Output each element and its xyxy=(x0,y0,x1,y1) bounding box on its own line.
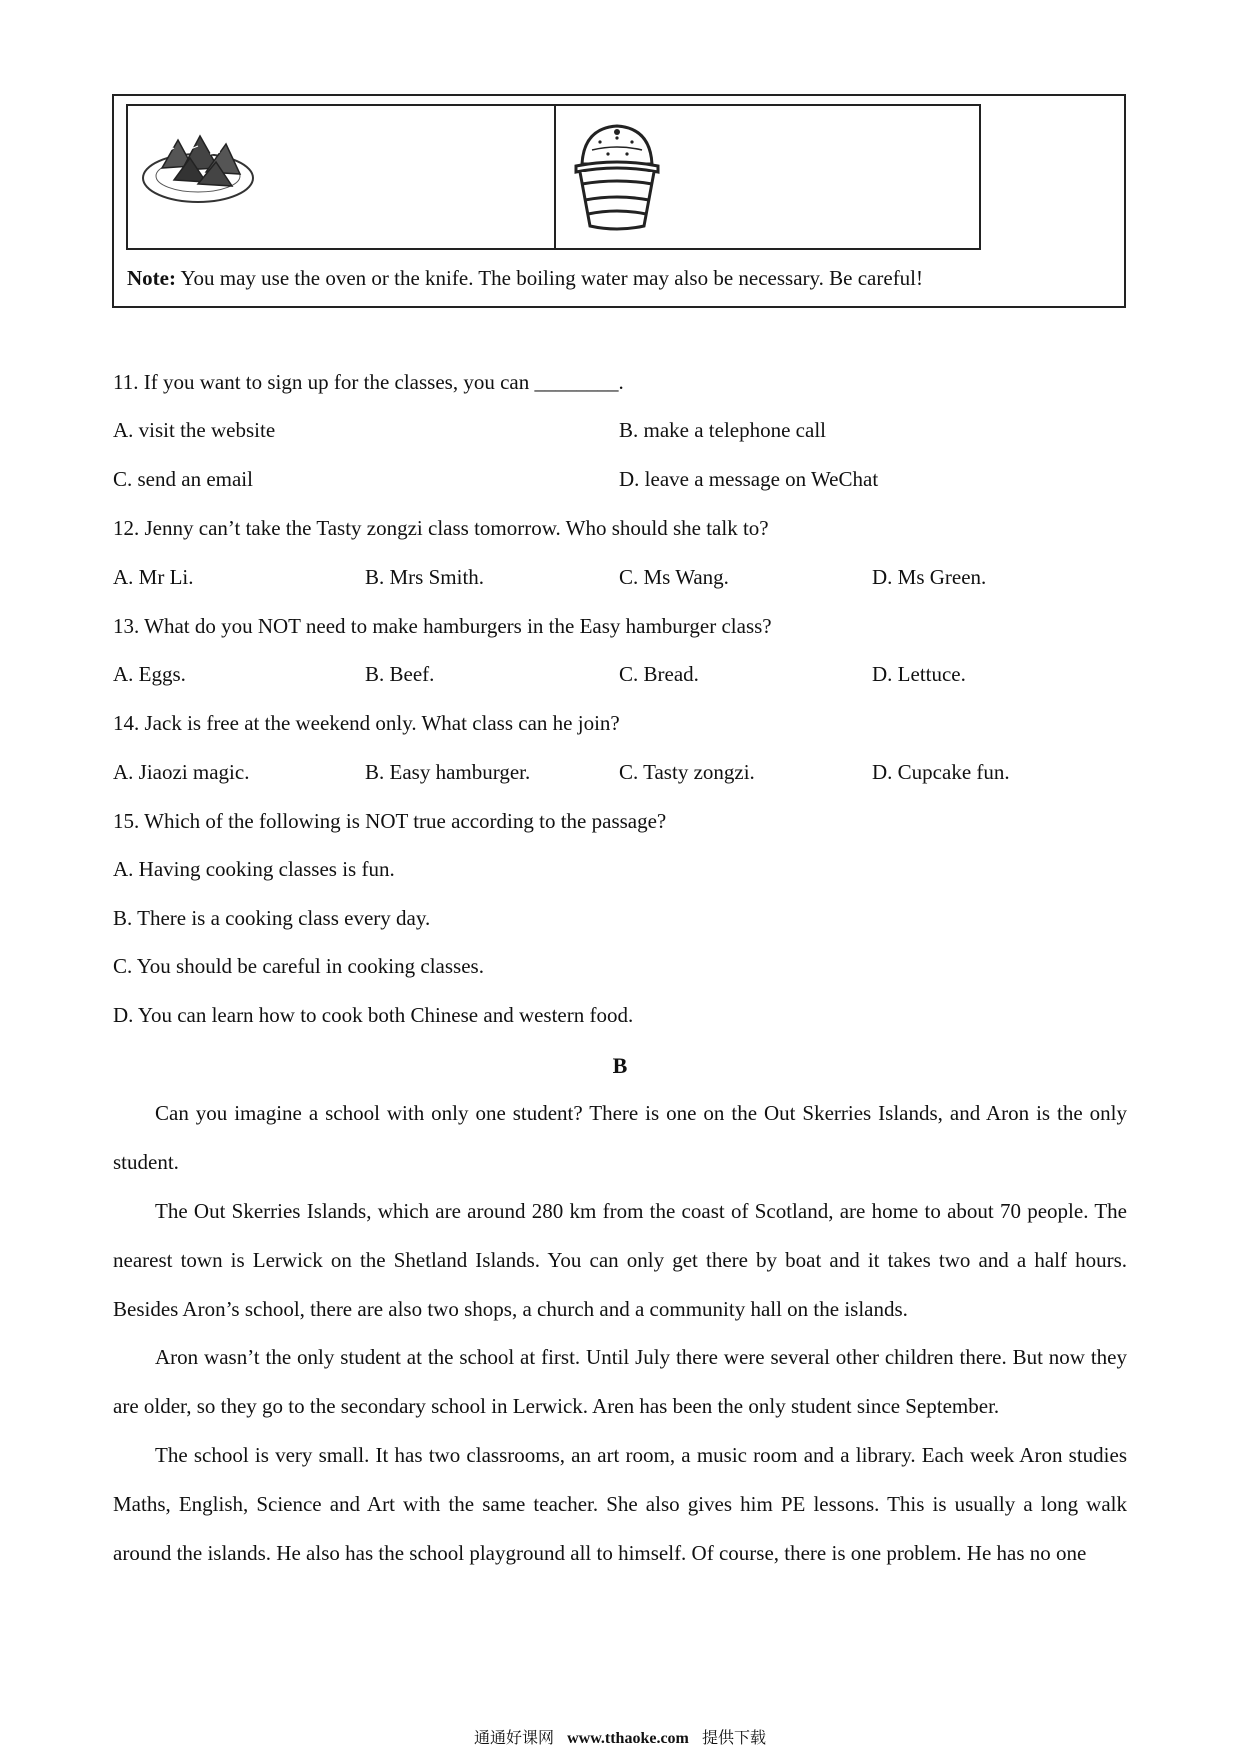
q14-option-d[interactable]: D. Cupcake fun. xyxy=(872,760,1010,784)
q14-option-a[interactable]: A. Jiaozi magic. xyxy=(113,760,250,784)
note-body: You may use the oven or the knife. The boiling water may also be necessary. Be careful! xyxy=(175,266,924,290)
q12-option-b[interactable]: B. Mrs Smith. xyxy=(365,565,485,589)
page-footer xyxy=(0,1725,1240,1748)
q13-option-c[interactable]: C. Bread. xyxy=(619,662,699,686)
passage-paragraph-4: The school is very small. It has two classrooms, an art room, a music room and a library. Each week Aron studies Maths, English, Science and Art with the same teacher. She also gives him PE lessons. This is usually a long walk around the islands. He also has the school playground all to himself. Of course, there is one problem. He has no one xyxy=(113,1443,1127,1565)
footer-download-text: 提供下载 xyxy=(701,1728,766,1747)
q13-option-b[interactable]: B. Beef. xyxy=(365,662,435,686)
q12-option-a[interactable]: A. Mr Li. xyxy=(113,565,194,589)
section-b-title: B xyxy=(612,1053,628,1078)
q14-option-b[interactable]: B. Easy hamburger. xyxy=(365,760,531,784)
question-14: 14. Jack is free at the weekend only. What class can he join? xyxy=(113,711,620,735)
q13-option-d[interactable]: D. Lettuce. xyxy=(872,662,966,686)
cooking-class-box xyxy=(112,94,1126,308)
question-11: 11. If you want to sign up for the classes, you can ________. xyxy=(113,370,624,394)
q11-option-c[interactable]: C. send an email xyxy=(113,467,253,491)
picture-table xyxy=(126,104,981,250)
q13-option-a[interactable]: A. Eggs. xyxy=(113,662,186,686)
note-text xyxy=(127,266,923,291)
jiaozi-plate-icon xyxy=(140,128,260,208)
q14-option-c[interactable]: C. Tasty zongzi. xyxy=(619,760,755,784)
q15-option-a[interactable]: A. Having cooking classes is fun. xyxy=(113,857,395,881)
note-label: Note: xyxy=(127,266,176,290)
cupcake-icon xyxy=(572,120,662,232)
footer-site-name: 通通好课网 xyxy=(474,1728,555,1747)
question-12: 12. Jenny can’t take the Tasty zongzi class tomorrow. Who should she talk to? xyxy=(113,516,769,540)
picture-cell-cupcake xyxy=(554,106,980,248)
q12-option-c[interactable]: C. Ms Wang. xyxy=(619,565,729,589)
q11-option-b[interactable]: B. make a telephone call xyxy=(619,418,826,442)
q15-option-c[interactable]: C. You should be careful in cooking classes. xyxy=(113,954,484,978)
passage-paragraph-3: Aron wasn’t the only student at the school at first. Until July there were several other children there. But now they are older, so they go to the secondary school in Lerwick. Aren has been the only student since September. xyxy=(113,1345,1127,1418)
q11-option-d[interactable]: D. leave a message on WeChat xyxy=(619,467,879,491)
passage-paragraph-1: Can you imagine a school with only one student? There is one on the Out Skerries Islands, and Aron is the only student. xyxy=(113,1101,1127,1174)
q12-option-d[interactable]: D. Ms Green. xyxy=(872,565,987,589)
passage-paragraph-2: The Out Skerries Islands, which are around 280 km from the coast of Scotland, are home to about 70 people. The nearest town is Lerwick on the Shetland Islands. You can only get there by boat and it takes two and a half hours. Besides Aron’s school, there are also two shops, a church and a community hall on the islands. xyxy=(113,1199,1127,1321)
q15-option-d[interactable]: D. You can learn how to cook both Chinese and western food. xyxy=(113,1003,634,1027)
q11-option-a[interactable]: A. visit the website xyxy=(113,418,276,442)
q15-option-b[interactable]: B. There is a cooking class every day. xyxy=(113,906,431,930)
question-15: 15. Which of the following is NOT true according to the passage? xyxy=(113,809,667,833)
footer-url-link[interactable]: www.tthaoke.com xyxy=(567,1730,689,1747)
question-13: 13. What do you NOT need to make hamburgers in the Easy hamburger class? xyxy=(113,614,772,638)
picture-cell-jiaozi xyxy=(128,106,554,248)
